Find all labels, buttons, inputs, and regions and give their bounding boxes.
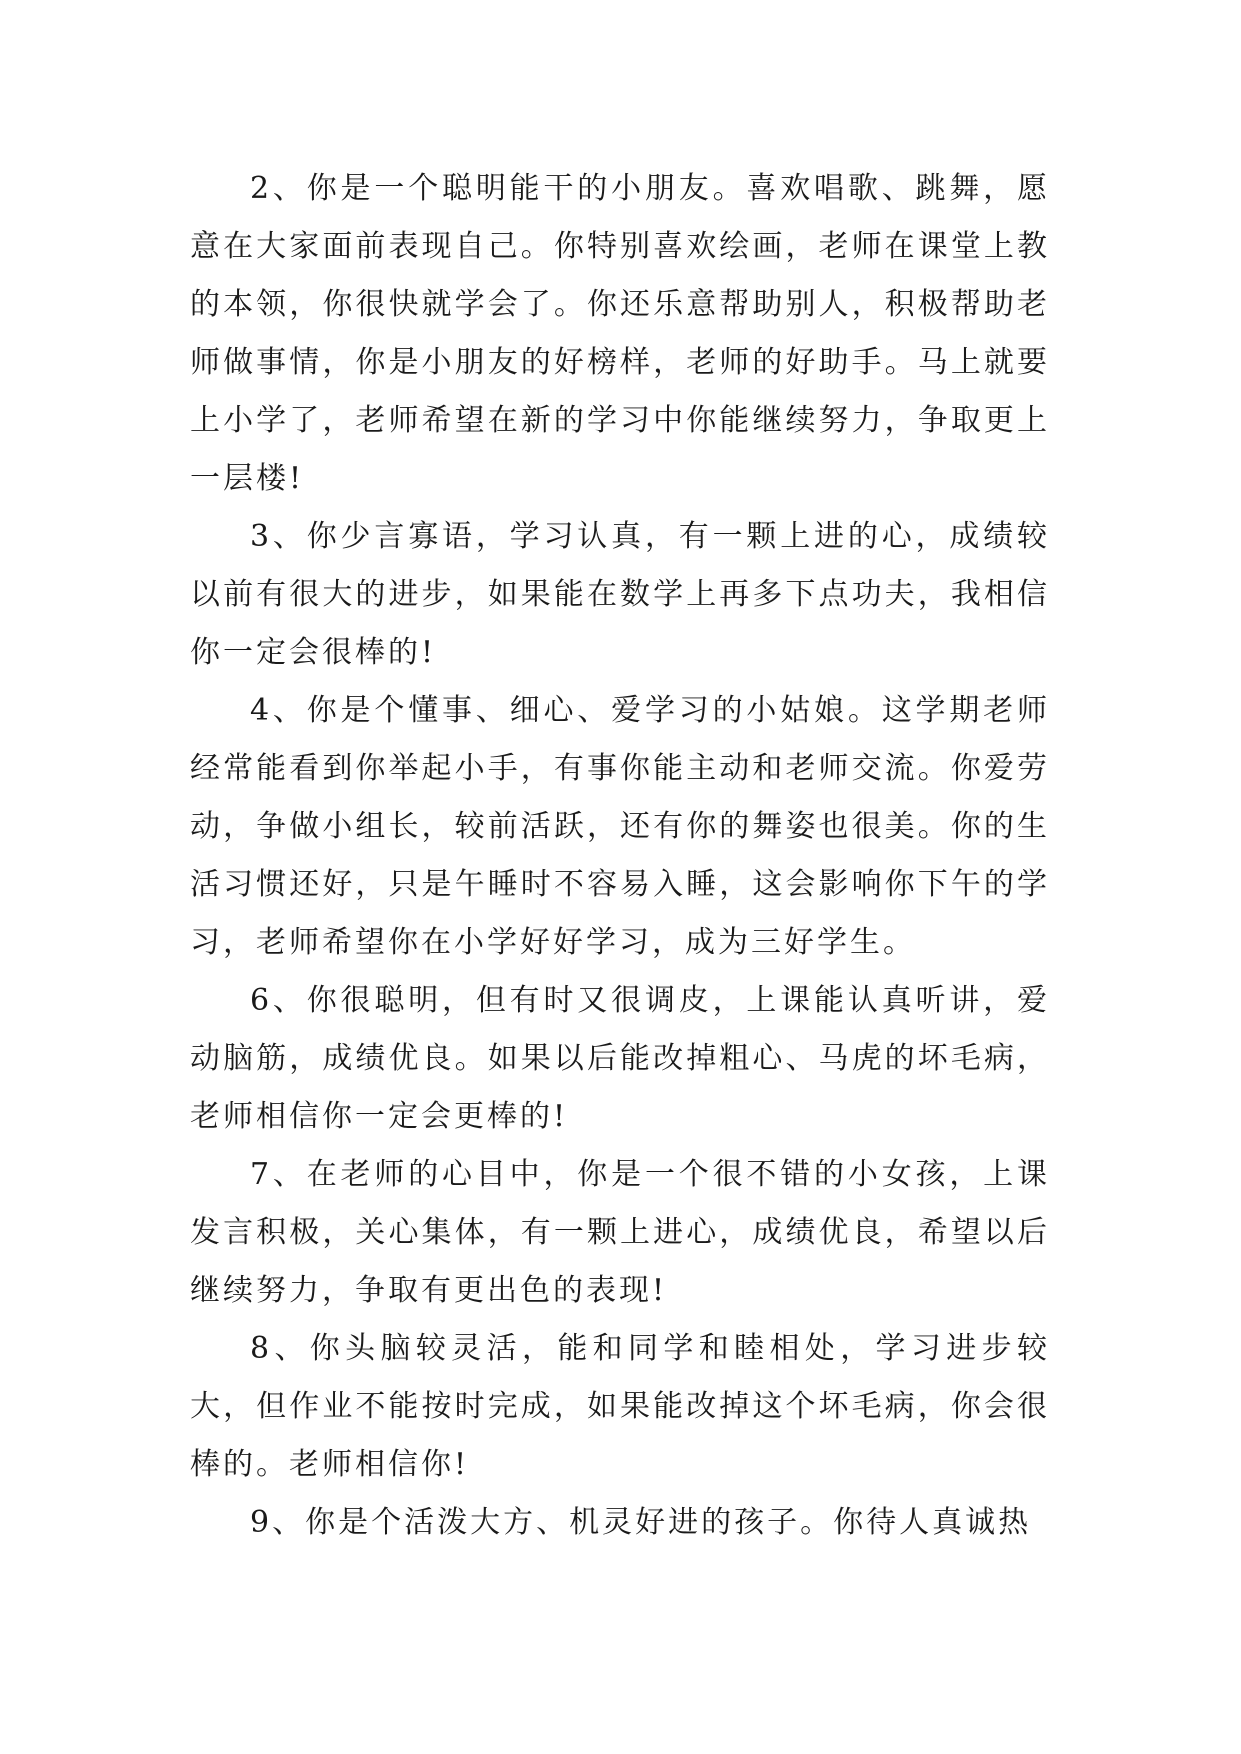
paragraph-2: 2、你是一个聪明能干的小朋友。喜欢唱歌、跳舞，愿意在大家面前表现自己。你特别喜欢绘画，老师在课堂上教的本领，你很快就学会了。你还乐意帮助别人，积极帮助老师做事情，你是小朋友的好榜样，老师的好助手。马上就要上小学了，老师希望在新的学习中你能继续努力，争取更上一层楼! — [190, 171, 1050, 496]
paragraph-7: 7、在老师的心目中，你是一个很不错的小女孩，上课发言积极，关心集体，有一颗上进心，成绩优良，希望以后继续努力，争取有更出色的表现! — [190, 1157, 1050, 1308]
paragraph-8: 8、你头脑较灵活，能和同学和睦相处，学习进步较大，但作业不能按时完成，如果能改掉这个坏毛病，你会很棒的。老师相信你! — [190, 1331, 1050, 1482]
paragraph-6: 6、你很聪明，但有时又很调皮，上课能认真听讲，爱动脑筋，成绩优良。如果以后能改掉粗心、马虎的坏毛病，老师相信你一定会更棒的! — [190, 983, 1050, 1134]
paragraph-4: 4、你是个懂事、细心、爱学习的小姑娘。这学期老师经常能看到你举起小手，有事你能主动和老师交流。你爱劳动，争做小组长，较前活跃，还有你的舞姿也很美。你的生活习惯还好，只是午睡时不容易入睡，这会影响你下午的学习，老师希望你在小学好好学习，成为三好学生。 — [190, 693, 1050, 960]
paragraph-9: 9、你是个活泼大方、机灵好进的孩子。你待人真诚热 — [250, 1505, 1032, 1540]
paragraph-3: 3、你少言寡语，学习认真，有一颗上进的心，成绩较以前有很大的进步，如果能在数学上再多下点功夫，我相信你一定会很棒的! — [190, 519, 1050, 670]
document-body — [190, 160, 1050, 1552]
